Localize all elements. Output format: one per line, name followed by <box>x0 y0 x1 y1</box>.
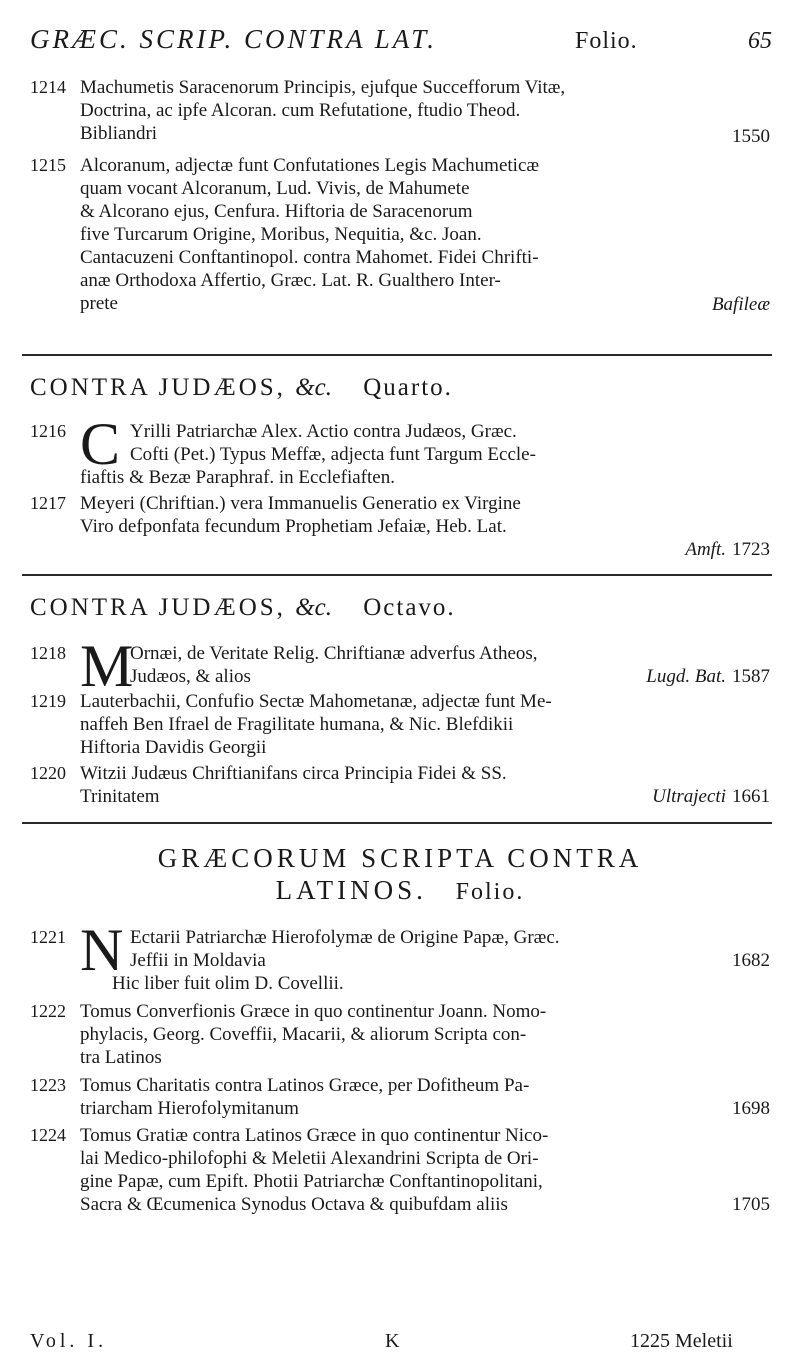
entry-line: Cantacuzeni Conftantinopol. contra Mahomet. Fidei Chrifti- <box>80 247 539 268</box>
section-heading-title: CONTRA JUDÆOS, <box>30 594 286 621</box>
entry-line: Tomus Charitatis contra Latinos Græce, per Dofitheum Pa- <box>80 1075 530 1096</box>
drop-capital: N <box>80 917 124 983</box>
entry-line: quam vocant Alcoranum, Lud. Vivis, de Mahumete <box>80 178 470 199</box>
entry-number: 1219 <box>30 691 66 711</box>
entry-text <box>130 926 770 972</box>
section-divider <box>22 822 772 824</box>
entry-text <box>130 642 770 688</box>
entry-line: Doctrina, ac ipfe Alcoran. cum Refutatione, ftudio Theod. <box>80 100 521 121</box>
entry-year: 1661 <box>732 786 770 807</box>
entry-line: tra Latinos <box>80 1047 162 1068</box>
section-heading-line: LATINOS. <box>275 875 427 905</box>
section-heading-line: GRÆCORUM SCRIPTA CONTRA <box>157 843 643 873</box>
entry-place: Ultrajecti <box>652 786 726 807</box>
section-heading-etc: &c. <box>295 594 332 621</box>
entry-number: 1220 <box>30 763 66 783</box>
catalogue-entry-1216 <box>30 420 775 492</box>
entry-number: 1215 <box>30 155 66 175</box>
drop-capital: M <box>80 633 134 699</box>
entry-line: fiaftis & Bezæ Paraphraf. in Ecclefiaften. <box>80 467 395 488</box>
entry-number: 1216 <box>30 421 66 441</box>
entry-year: 1698 <box>732 1098 770 1119</box>
entry-text <box>80 1124 770 1216</box>
section-heading-line-2 <box>30 874 770 908</box>
catalogue-entry-1223 <box>30 1074 775 1122</box>
entry-text <box>80 154 770 316</box>
entry-imprint <box>80 538 770 561</box>
running-head <box>30 22 775 66</box>
entry-line: Tomus Converfionis Græce in quo continentur Joann. Nomo- <box>80 1001 547 1022</box>
catchword: 1225 Meletii <box>630 1330 733 1352</box>
entry-line: Alcoranum, adjectæ funt Confutationes Legis Machumeticæ <box>80 155 540 176</box>
entry-line: Meyeri (Chriftian.) vera Immanuelis Generatio ex Virgine <box>80 493 521 514</box>
provenance-note: Hic liber fuit olim D. Covellii. <box>112 973 344 994</box>
entry-line: Jeffii in Moldavia <box>130 950 266 971</box>
entry-line: Yrilli Patriarchæ Alex. Actio contra Judæos, Græc. <box>130 421 517 442</box>
entry-imprint <box>80 125 770 148</box>
catalogue-entry-1214 <box>30 76 775 148</box>
entry-number: 1218 <box>30 643 66 663</box>
entry-text <box>80 690 770 759</box>
entry-line: Trinitatem <box>80 786 160 807</box>
catalogue-entry-1215 <box>30 154 775 344</box>
entry-text <box>80 1000 770 1069</box>
entry-year: 1587 <box>732 666 770 687</box>
catalogue-entry-1217 <box>30 492 775 564</box>
entry-line: five Turcarum Origine, Moribus, Nequitia, &c. Joan. <box>80 224 482 245</box>
entry-line: Machumetis Saracenorum Principis, ejufque Succefforum Vitæ, <box>80 77 566 98</box>
entry-line: triarcham Hierofolymitanum <box>80 1098 299 1119</box>
entry-line: Tomus Gratiæ contra Latinos Græce in quo continentur Nico- <box>80 1125 549 1146</box>
catalogue-entry-1221 <box>30 926 775 998</box>
entry-line: Witzii Judæus Chriftianifans circa Principia Fidei & SS. <box>80 763 507 784</box>
entry-number: 1222 <box>30 1001 66 1021</box>
catalogue-entry-1219 <box>30 690 775 762</box>
page-footer <box>30 1330 770 1358</box>
entry-number: 1214 <box>30 77 66 97</box>
entry-text <box>130 420 770 466</box>
entry-text-continued <box>80 466 770 489</box>
section-format: Quarto. <box>363 374 453 401</box>
entry-line: Judæos, & alios <box>130 666 251 687</box>
entry-line: phylacis, Georg. Coveffii, Macarii, & aliorum Scripta con- <box>80 1024 527 1045</box>
entry-line: anæ Orthodoxa Affertio, Græc. Lat. R. Gualthero Inter- <box>80 270 501 291</box>
entry-line: Ectarii Patriarchæ Hierofolymæ de Origine Papæ, Græc. <box>130 927 560 948</box>
entry-imprint <box>80 293 770 316</box>
entry-number: 1223 <box>30 1075 66 1095</box>
entry-number: 1217 <box>30 493 66 513</box>
entry-note <box>112 972 762 995</box>
entry-line: Cofti (Pet.) Typus Meffæ, adjecta funt Targum Eccle- <box>130 444 536 465</box>
entry-number: 1224 <box>30 1125 66 1145</box>
volume-mark: Vol. I. <box>30 1330 108 1352</box>
drop-capital: C <box>80 411 121 477</box>
entry-line: gine Papæ, cum Epift. Photii Patriarchæ Conftantinopolitani, <box>80 1171 543 1192</box>
entry-line: naffeh Ben Ifrael de Fragilitate humana, & Nic. Blefdikii <box>80 714 514 735</box>
catalogue-entry-1222 <box>30 1000 775 1072</box>
entry-imprint <box>80 785 770 808</box>
section-heading-etc: &c. <box>295 374 332 401</box>
entry-line: Viro defponfata fecundum Prophetiam Jefaiæ, Heb. Lat. <box>80 516 507 537</box>
catalogue-entry-1224 <box>30 1124 775 1220</box>
signature-mark: K <box>385 1330 400 1352</box>
entry-text <box>80 1074 770 1120</box>
entry-line: Ornæi, de Veritate Relig. Chriftianæ adverfus Atheos, <box>130 643 538 664</box>
entry-place: Amft. <box>685 539 726 560</box>
section-heading-title: CONTRA JUDÆOS, <box>30 374 286 401</box>
entry-line: Bibliandri <box>80 123 158 144</box>
section-format: Folio. <box>455 879 525 905</box>
entry-text <box>80 762 770 808</box>
entry-line: Lauterbachii, Confufio Sectæ Mahometanæ, adjectæ funt Me- <box>80 691 552 712</box>
section-heading-contra-judaeos-quarto <box>30 374 453 402</box>
catalogue-entry-1218 <box>30 642 775 690</box>
entry-year: 1723 <box>732 539 770 560</box>
entry-text <box>80 492 770 561</box>
entry-year: 1682 <box>732 950 770 971</box>
running-head-format: Folio. <box>575 28 638 54</box>
entry-text <box>80 76 770 148</box>
section-format: Octavo. <box>363 594 456 621</box>
entry-line: & Alcorano ejus, Cenfura. Hiftoria de Saracenorum <box>80 201 473 222</box>
running-head-title: GRÆC. SCRIP. CONTRA LAT. <box>30 24 438 54</box>
section-heading-graecorum-scripta <box>30 842 770 908</box>
entry-year: 1550 <box>732 126 770 147</box>
entry-line: Sacra & Œcumenica Synodus Octava & quibufdam aliis <box>80 1194 508 1215</box>
entry-line: Hiftoria Davidis Georgii <box>80 737 267 758</box>
entry-line: prete <box>80 293 118 314</box>
section-divider <box>22 574 772 576</box>
section-heading-contra-judaeos-octavo <box>30 594 456 622</box>
catalogue-entry-1220 <box>30 762 775 810</box>
page-number: 65 <box>748 28 772 54</box>
entry-year: 1705 <box>732 1194 770 1215</box>
section-divider <box>22 354 772 356</box>
entry-place: Bafileæ <box>711 294 770 315</box>
entry-number: 1221 <box>30 927 66 947</box>
entry-place: Lugd. Bat. <box>646 666 726 687</box>
entry-line: lai Medico-philofophi & Meletii Alexandrini Scripta de Ori- <box>80 1148 539 1169</box>
